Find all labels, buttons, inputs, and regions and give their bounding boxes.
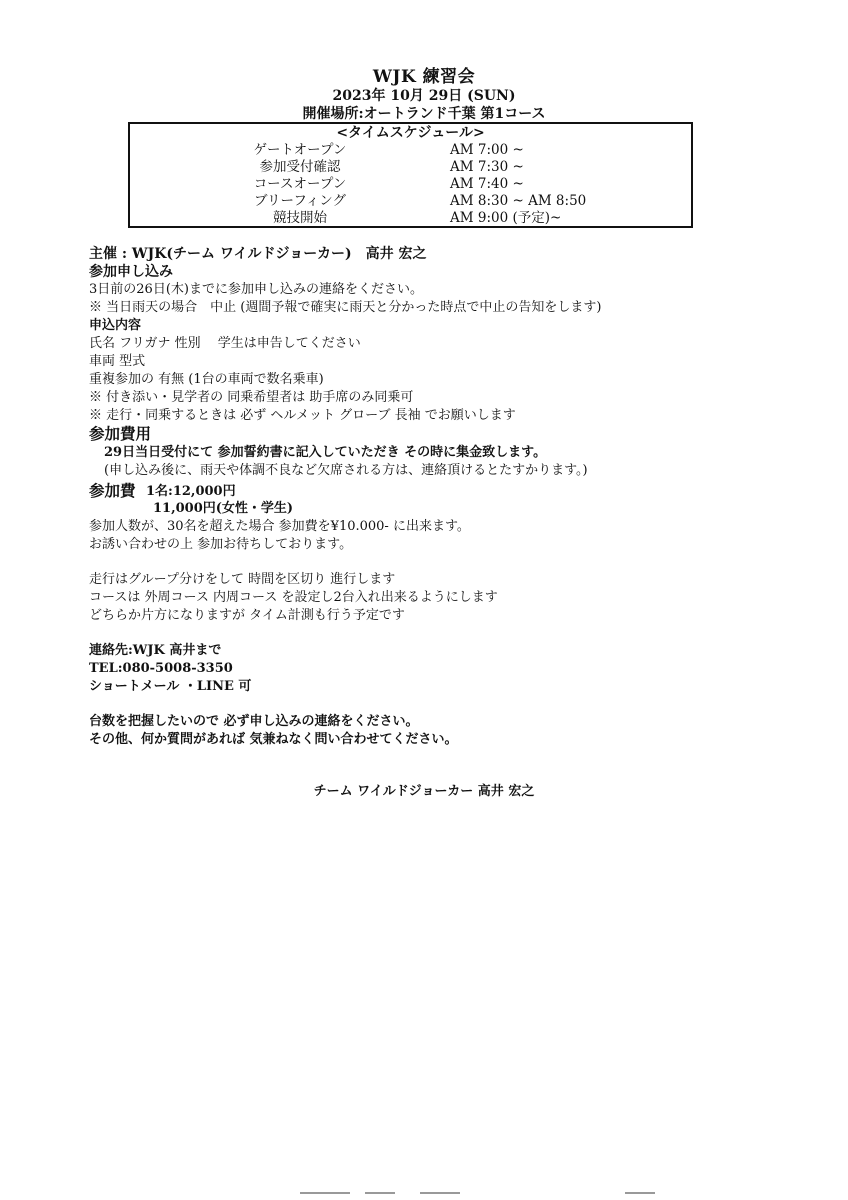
run-line: 走行はグループ分けをして 時間を区切り 進行します xyxy=(89,572,396,587)
schedule-label: ブリーフィング xyxy=(254,193,346,209)
contact-tel: TEL:080-5008-3350 xyxy=(89,661,233,676)
schedule-row xyxy=(130,193,691,210)
schedule-row xyxy=(130,210,691,227)
schedule-time: AM 7:30 ~ xyxy=(450,159,524,175)
payment-line: 29日当日受付にて 参加誓約書に記入していただき その時に集金致します。 xyxy=(104,445,547,460)
contact-to: 連絡先:WJK 高井まで xyxy=(89,643,222,658)
form-line-vehicle: 車両 型式 xyxy=(89,354,146,369)
payment-note: (申し込み後に、雨天や体調不良など欠席される方は、連絡頂けるとたすかります。) xyxy=(104,463,588,478)
scan-artifact xyxy=(365,1192,395,1194)
run-line: コースは 外周コース 内周コース を設定し2台入れ出来るようにします xyxy=(89,590,498,605)
scan-artifact xyxy=(420,1192,460,1194)
fee-amount-discounted: 11,000円(女性・学生) xyxy=(153,501,294,516)
organizer-line: 主催 : WJK(チーム ワイルドジョーカー) 高井 宏之 xyxy=(89,246,427,262)
time-schedule-box xyxy=(128,122,693,228)
form-heading: 申込内容 xyxy=(89,318,142,333)
form-line-duplicate: 重複参加の 有無 (1台の車両で数名乗車) xyxy=(89,372,324,387)
event-venue: 開催場所:オートランド千葉 第1コース xyxy=(302,106,546,122)
fee-invite: お誘い合わせの上 参加お待ちしております。 xyxy=(89,537,353,552)
document-title: WJK 練習会 xyxy=(372,67,476,87)
schedule-title: <タイムスケジュール> xyxy=(336,125,485,141)
rain-note: ※ 当日雨天の場合 中止 (週間予報で確実に雨天と分かった時点で中止の告知をします) xyxy=(89,300,602,315)
schedule-label: コースオープン xyxy=(253,176,347,192)
contact-sms: ショートメール ・LINE 可 xyxy=(89,679,252,694)
schedule-row xyxy=(130,142,691,159)
scan-artifact xyxy=(300,1192,350,1194)
schedule-label: 参加受付確認 xyxy=(259,159,341,175)
apply-heading: 参加申し込み xyxy=(89,264,173,280)
payment-heading: 参加費用 xyxy=(89,424,152,443)
schedule-time: AM 7:40 ~ xyxy=(450,176,524,192)
event-date: 2023年 10月 29日 (SUN) xyxy=(332,88,516,104)
schedule-time: AM 9:00 (予定)~ xyxy=(450,210,562,226)
schedule-label: ゲートオープン xyxy=(253,142,347,158)
run-line: どちらか片方になりますが タイム計測も行う予定です xyxy=(89,608,405,623)
schedule-time: AM 7:00 ~ xyxy=(450,142,524,158)
schedule-row xyxy=(130,176,691,193)
schedule-label: 競技開始 xyxy=(273,210,327,226)
signature: チーム ワイルドジョーカー 高井 宏之 xyxy=(313,784,535,799)
form-line-name: 氏名 フリガナ 性別 学生は申告してください xyxy=(89,336,361,351)
fee-heading: 参加費 xyxy=(89,481,136,500)
schedule-time: AM 8:30 ~ AM 8:50 xyxy=(450,193,587,209)
fee-discount-note: 参加人数が、30名を超えた場合 参加費を¥10.000- に出来ます。 xyxy=(89,519,470,534)
closing-line: 台数を把握したいので 必ず申し込みの連絡をください。 xyxy=(89,714,419,729)
form-note-passenger: ※ 付き添い・見学者の 同乗希望者は 助手席のみ同乗可 xyxy=(89,390,414,405)
fee-amount: 1名:12,000円 xyxy=(146,484,236,499)
form-note-gear: ※ 走行・同乗するときは 必ず ヘルメット グローブ 長袖 でお願いします xyxy=(89,408,516,423)
closing-line: その他、何か質問があれば 気兼ねなく問い合わせてください。 xyxy=(89,732,458,747)
apply-deadline: 3日前の26日(木)までに参加申し込みの連絡をください。 xyxy=(89,282,423,297)
schedule-row xyxy=(130,159,691,176)
scan-artifact xyxy=(625,1192,655,1194)
